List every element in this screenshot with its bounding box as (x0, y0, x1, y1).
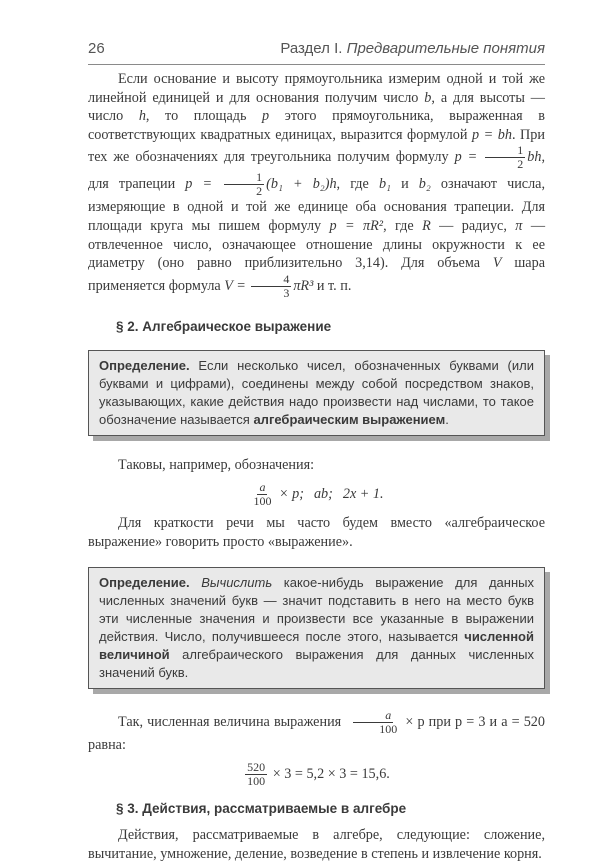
fraction-half: $\frac{1}{2}$ (485, 144, 525, 171)
brevity-note: Для краткости речи мы часто будем вместо «алгебраическое выражение» говорить просто «выражение». (88, 514, 545, 550)
definition-box-numerical-value: Определение. Вычислить какое-нибудь выражение для данных численных значений букв — значит подставить в него на место букв эти численные значения и произвести все указанные в выражении действия. Число, получившееся после этого, называется численной величиной алгебраического выражения для данных численных значений букв. (88, 567, 545, 689)
fraction-four-thirds: $\frac{4}{3}$ (251, 273, 291, 300)
section-heading: Раздел I. Предварительные понятия (280, 40, 545, 57)
example-expressions: $\frac{a}{100}$ × p; ab; 2x + 1. (253, 479, 384, 508)
term-numerical-value: численной величиной (99, 629, 534, 663)
page-body (88, 70, 545, 864)
definition-box-algebraic-expression: Определение. Если несколько чисел, обозначенных буквами (или буквами и цифрами), соединены между собой посредством знаков, указывающих, какие действия надо произвести над числами, то такое обозначение называется алгебраическим выражением. (88, 350, 545, 436)
examples-intro: Таковы, например, обозначения: (118, 457, 315, 474)
term-algebraic-expression: алгебраическим выражением (253, 412, 446, 428)
running-header (88, 38, 545, 65)
paragraph-area-formulas: Если основание и высоту прямоугольника измерим одной и той же линейной единицей и для основания получим число b, а для высоты — число h, то площадь p этого прямоугольника, выраженная в соответствующих квадратных единицах, выразится формулой p = bh. При тех же обозначениях для треугольника получим формулу p = $\frac{1}{2}$ bh, для трапеции p = $\frac{1}{2}$ (b₁ + b₂)h, где b₁ и b₂ означают числа, измеряющие в одной и той же единице оба основания трапеции. Для площади круга мы пишем формулу p = πR², где R — радиус, π — отвлеченное число, означающее отношение длины окружности к ее диаметру (оно равно приблизительно 3,14). Для объема V шара применяется формула V = $\frac{4}{3}$ πR³ и т. п. (88, 71, 546, 300)
operations-paragraph: Действия, рассматриваемые в алгебре, следующие: сложение, вычитание, умножение, деление, возведение в степень и извлечение корня. (88, 827, 545, 862)
numerical-example: Так, численная величина выражения $\frac{a}{100}$ × p при p = 3 и a = 520 равна: (88, 708, 545, 754)
fraction-half-trapezoid: $\frac{1}{2}$ (224, 171, 264, 198)
section-title: Предварительные понятия (346, 40, 545, 57)
numerical-calculation: $\frac{520}{100}$ × 3 = 5,2 × 3 = 15,6. (247, 759, 390, 788)
page-number: 26 (88, 40, 105, 57)
section-3-heading: § 3. Действия, рассматриваемые в алгебре (116, 800, 407, 816)
section-2-heading: § 2. Алгебраическое выражение (116, 318, 332, 334)
formula-circle: p = πR² (329, 217, 384, 234)
formula-rectangle: p = bh (471, 126, 512, 143)
